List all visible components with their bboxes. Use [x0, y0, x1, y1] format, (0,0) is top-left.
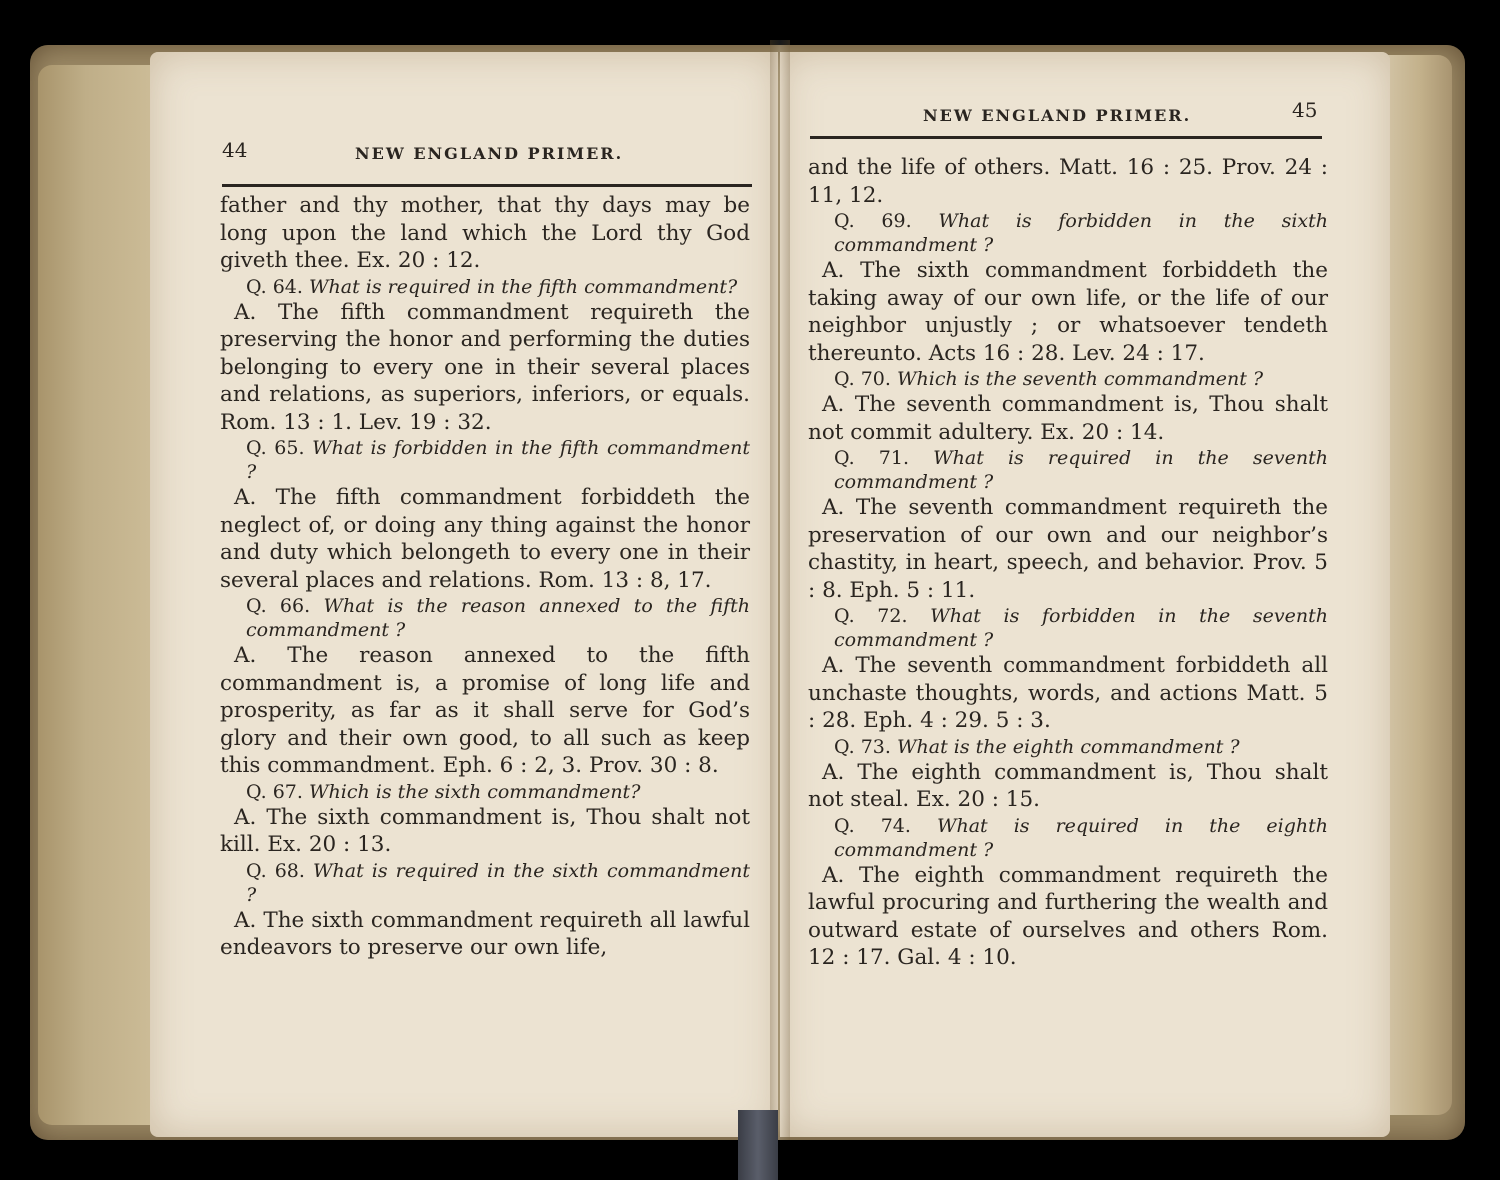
question-number: Q. 66. — [246, 595, 311, 617]
question-number: Q. 67. — [246, 780, 303, 803]
answer: A. The seventh commandment requireth the preservation of our own and our neighbor’s chastity, in heart, speech, and behavior. Prov. 5 : 8. Eph. 5 : 11. — [808, 495, 1328, 603]
left-page-text — [220, 192, 750, 962]
question — [808, 604, 1328, 652]
question-text: Which is the seventh commandment ? — [896, 368, 1264, 390]
question — [808, 367, 1328, 391]
question-text: What is the reason annexed to the fifth commandment ? — [246, 595, 750, 641]
left-header-rule — [222, 184, 752, 187]
question-number: Q. 69. — [834, 210, 912, 232]
right-page-number: 45 — [1292, 98, 1318, 122]
question-number: Q. 71. — [834, 447, 909, 469]
right-page — [780, 52, 1390, 1137]
continued-text: and the life of others. Matt. 16 : 25. Prov. 24 : 11, 12. — [808, 155, 1328, 208]
left-page — [150, 52, 778, 1137]
answer: A. The seventh commandment is, Thou shalt not commit adultery. Ex. 20 : 14. — [808, 392, 1328, 445]
question-number: Q. 65. — [246, 437, 305, 459]
answer: A. The sixth commandment is, Thou shalt not kill. Ex. 20 : 13. — [220, 804, 750, 857]
question-number: Q. 72. — [834, 605, 908, 627]
question-text: What is the eighth commandment ? — [896, 735, 1240, 758]
question — [220, 859, 750, 907]
question — [220, 594, 750, 642]
right-page-text — [808, 154, 1328, 972]
continued-text: father and thy mother, that thy days may be long upon the land which the Lord thy God giveth thee. Ex. 20 : 12. — [220, 193, 750, 273]
question — [808, 735, 1328, 759]
answer: A. The sixth commandment requireth all lawful endeavors to preserve our own life, — [220, 907, 750, 960]
question-text: What is required in the eighth commandment ? — [834, 814, 1328, 861]
bookmark-ribbon — [738, 1110, 778, 1180]
answer: A. The fifth commandment requireth the preserving the honor and performing the duties belonging to every one in their several places and relations, as superiors, inferiors, or equals. Rom. 13 : 1. Lev. 19 : 32. — [220, 299, 750, 435]
question-text: What is required in the fifth commandment? — [308, 275, 738, 298]
question-number: Q. 64. — [246, 275, 303, 298]
answer: A. The reason annexed to the fifth commandment is, a promise of long life and prosperity, as far as it shall serve for God’s glory and their own good, to all such as keep this commandment. Eph. 6 : 2, 3. Prov. 30 : 8. — [220, 643, 750, 778]
question-text: What is forbidden in the sixth commandment ? — [834, 210, 1328, 256]
question-text: What is required in the sixth commandment ? — [246, 859, 750, 906]
left-page-number: 44 — [222, 138, 248, 162]
answer: A. The eighth commandment requireth the lawful procuring and furthering the wealth and outward estate of ourselves and others Rom. 12 : 17. Gal. 4 : 10. — [808, 862, 1328, 970]
question — [808, 814, 1328, 862]
question — [808, 446, 1328, 494]
question-number: Q. 68. — [246, 859, 305, 882]
question — [220, 436, 750, 484]
question-text: What is forbidden in the fifth commandment ? — [246, 437, 750, 483]
answer: A. The sixth commandment forbiddeth the taking away of our own life, or the life of our neighbor unjustly ; or whatsoever tendeth thereunto. Acts 16 : 28. Lev. 24 : 17. — [808, 258, 1328, 366]
question — [220, 780, 750, 804]
question-number: Q. 73. — [834, 735, 891, 758]
answer: A. The seventh commandment forbiddeth all unchaste thoughts, words, and actions Matt. 5 : 28. Eph. 4 : 29. 5 : 3. — [808, 653, 1328, 733]
answer: A. The fifth commandment forbiddeth the neglect of, or doing any thing against the honor and duty which belongeth to every one in their several places and relations. Rom. 13 : 8, 17. — [220, 485, 750, 593]
right-running-title: NEW ENGLAND PRIMER. — [923, 106, 1192, 125]
question-number: Q. 70. — [834, 368, 891, 390]
answer: A. The eighth commandment is, Thou shalt not steal. Ex. 20 : 15. — [808, 759, 1328, 812]
right-header-rule — [810, 136, 1322, 139]
left-running-title: NEW ENGLAND PRIMER. — [355, 144, 624, 163]
question-text: What is forbidden in the seventh commandment ? — [834, 605, 1328, 651]
question-text: Which is the sixth commandment? — [308, 780, 641, 803]
page-edges-left — [38, 65, 158, 1125]
question-number: Q. 74. — [834, 814, 911, 837]
question — [220, 275, 750, 299]
question-text: What is required in the seventh commandment ? — [834, 447, 1328, 493]
book-gutter — [770, 40, 790, 1140]
question — [808, 209, 1328, 257]
